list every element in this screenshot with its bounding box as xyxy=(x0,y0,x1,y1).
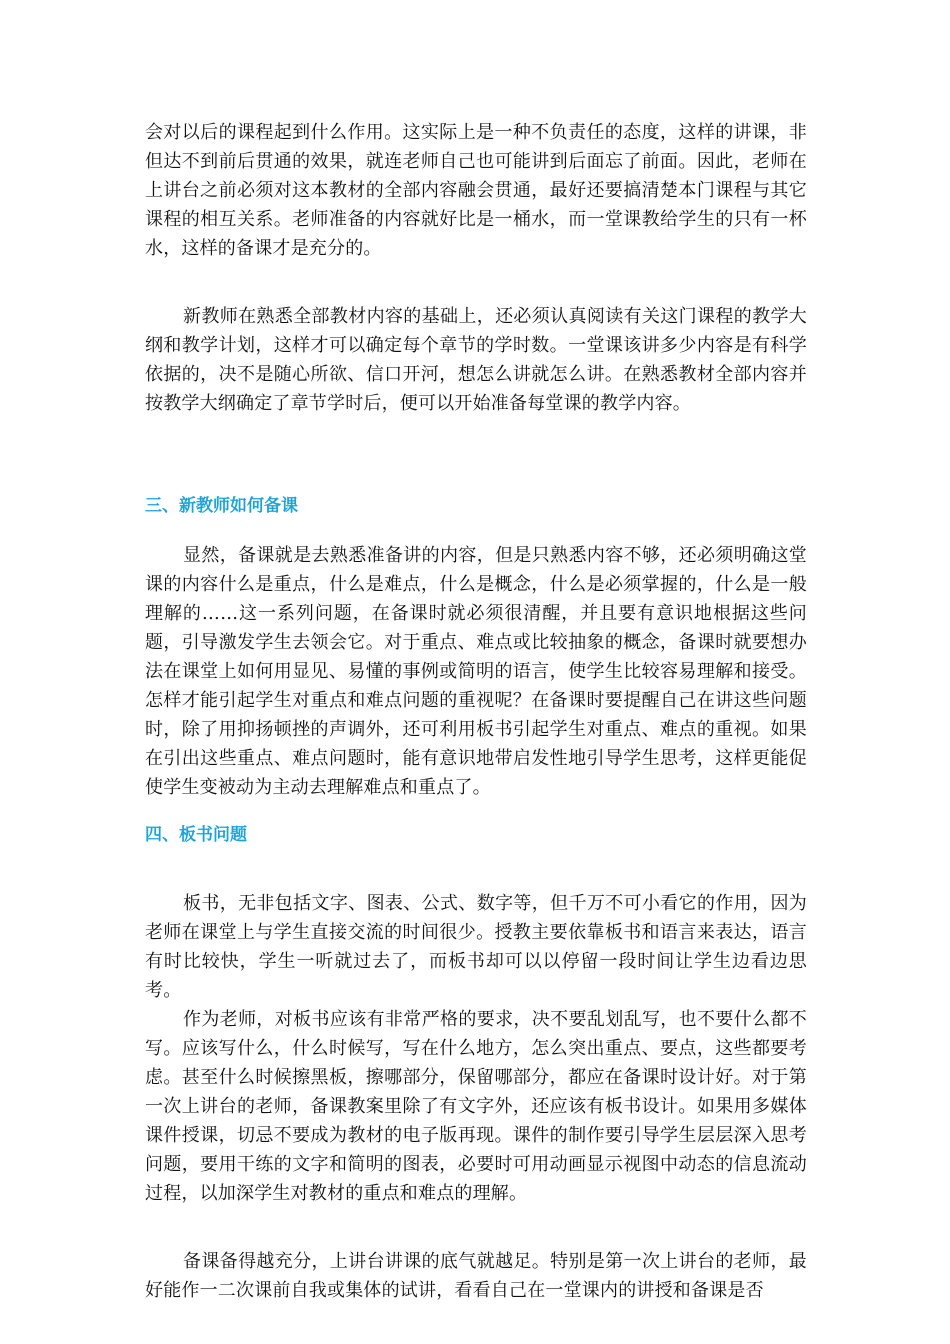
section-heading-how-to-prepare: 三、新教师如何备课 xyxy=(145,496,298,516)
paragraph-blackboard-intro: 板书，无非包括文字、图表、公式、数字等，但千万不可小看它的作用，因为老师在课堂上与学生直接交流的时间很少。授教主要依靠板书和语言来表达，语言有时比较快，学生一听就过去了，而板书却可以以停留一段时间让学生边看边思考。 xyxy=(145,893,807,1001)
section-heading-blackboard: 四、板书问题 xyxy=(145,825,247,845)
paragraph-course-prep: 会对以后的课程起到什么作用。这实际上是一种不负责任的态度，这样的讲课，非但达不到前后贯通的效果，就连老师自己也可能讲到后面忘了前面。因此，老师在上讲台之前必须对这本教材的全部内容融会贯通，最好还要搞清楚本门课程与其它课程的相互关系。老师准备的内容就好比是一桶水，而一堂课教给学生的只有一杯水，这样的备课才是充分的。 xyxy=(145,122,807,259)
paragraph-blackboard-requirements: 作为老师，对板书应该有非常严格的要求，决不要乱划乱写，也不要什么都不写。应该写什么，什么时候写，写在什么地方，怎么突出重点、要点，这些都要考虑。甚至什么时候擦黑板，擦哪部分，保留哪部分，都应在备课时设计好。对于第一次上讲台的老师，备课教案里除了有文字外，还应该有板书设计。如果用多媒体课件授课，切忌不要成为教材的电子版再现。课件的制作要引导学生层层深入思考问题，要用干练的文字和简明的图表，必要时可用动画显示视图中动态的信息流动过程，以加深学生对教材的重点和难点的理解。 xyxy=(145,1009,807,1204)
document-body xyxy=(145,118,807,1305)
paragraph-key-points: 显然，备课就是去熟悉准备讲的内容，但是只熟悉内容不够，还必须明确这堂课的内容什么是重点，什么是难点，什么是概念，什么是必须掌握的，什么是一般理解的……这一系列问题，在备课时就必须很清醒，并且要有意识地根据这些问题，引导激发学生去领会它。对于重点、难点或比较抽象的概念，备课时就要想办法在课堂上如何用显见、易懂的事例或简明的语言，使学生比较容易理解和接受。怎样才能引起学生对重点和难点问题的重视呢？在备课时要提醒自己在讲这些问题时，除了用抑扬顿挫的声调外，还可利用板书引起学生对重点、难点的重视。如果在引出这些重点、难点问题时，能有意识地带启发性地引导学生思考，这样更能促使学生变被动为主动去理解难点和重点了。 xyxy=(145,545,807,798)
paragraph-syllabus: 新教师在熟悉全部教材内容的基础上，还必须认真阅读有关这门课程的教学大纲和教学计划，这样才可以确定每个章节的学时数。一堂课该讲多少内容是有科学依据的，决不是随心所欲、信口开河，想怎么讲就怎么讲。在熟悉教材全部内容并按教学大纲确定了章节学时后，便可以开始准备每堂课的教学内容。 xyxy=(145,306,807,414)
paragraph-trial-lecture: 备课备得越充分，上讲台讲课的底气就越足。特别是第一次上讲台的老师，最好能作一二次课前自我或集体的试讲，看看自己在一堂课内的讲授和备课是否 xyxy=(145,1251,807,1301)
